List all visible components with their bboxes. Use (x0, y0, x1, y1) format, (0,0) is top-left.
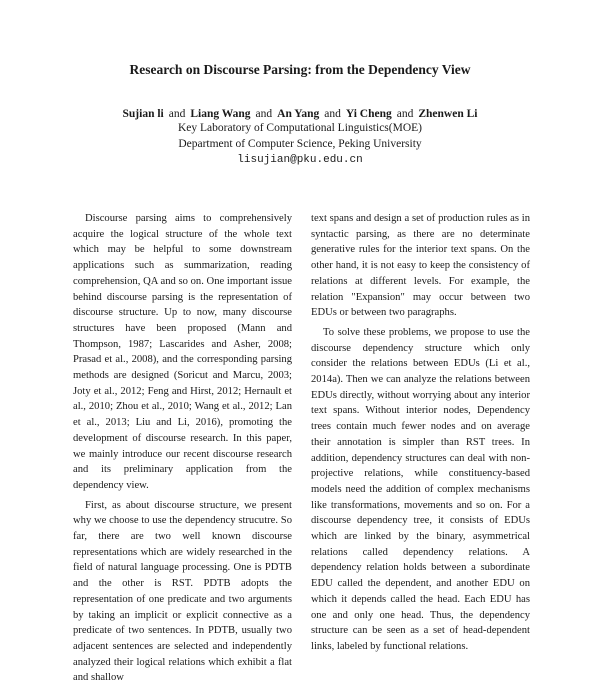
paper-title: Research on Discourse Parsing: from the Dependency View (129, 62, 471, 77)
author-email: lisujian@pku.edu.cn (237, 154, 363, 166)
author-name: Liang Wang (190, 108, 251, 120)
body-paragraph: text spans and design a set of production rules as in syntactic parsing, as there are no determinate generative rules for the interior text spans. On the other hand, it is not easy to keep the consistency of relations at different levels. For example, the relation "Expansion" may occur between two EDUs or between two paragraphs. (311, 213, 530, 319)
author-name: Yi Cheng (345, 108, 392, 120)
affiliation-department: Department of Computer Science, Peking University (178, 138, 422, 150)
author-separator: and (255, 108, 273, 120)
author-separator: and (324, 108, 341, 120)
right-column (311, 211, 530, 655)
body-paragraph: Discourse parsing aims to comprehensively acquire the logical structure of the whole text which may be helpful to some downstream applications such as summarization, reading comprehension, QA and so on. One important issue behind discourse parsing is the representation of discourse structure. Up to now, many discourse structures have been proposed (Mann and Thompson, 1987; Lascarides and Asher, 2008; Prasad et al., 2008), and the corresponding parsing methods are designed (Soricut and Marcu, 2003; Joty et al., 2012; Feng and Hirst, 2012; Hernault et al., 2010; Zhou et al., 2010; Wang et al., 2012; Lan et al., 2013; Liu and Li, 2016), promoting the development of discourse research. In this paper, we mainly introduce our recent discourse research and its preliminary application from the dependency view. (73, 213, 292, 491)
body-paragraph: To solve these problems, we propose to use the discourse dependency structure which only consider the relations between EDUs (Li et al., 2014a). Then we can analyze the relations between EDUs directly, without worrying about any interior text spans. Without interior nodes, Dependency trees contain much fewer nodes and on average their annotation is simpler than RST trees. In addition, dependency structures can deal with non-projective relations, while constituency-based models need the addition of complex mechanisms like transformations, movements and so on. For a discourse dependency tree, it consists of EDUs which are linked by the binary, asymmetrical relations called dependency relations. A dependency relation holds between a subordinate EDU called the dependent, and another EDU on which it depends called the head. Each EDU has one and only one head. Thus, the dependency structure can be seen as a set of head-dependent links, labeled by functional relations. (311, 326, 530, 652)
author-name: An Yang (277, 108, 320, 120)
left-column (73, 211, 292, 686)
affiliation-lab: Key Laboratory of Computational Linguistics(MOE) (177, 122, 422, 134)
author-list (0, 106, 600, 122)
author-separator: and (396, 108, 414, 120)
author-separator: and (168, 108, 186, 120)
author-name: Sujian li (122, 108, 164, 120)
body-paragraph: First, as about discourse structure, we present why we choose to use the dependency strucutre. So far, there are two well known discourse representations which are widely researched in the field of natural language processing. One is PDTB and the other is RST. PDTB adopts the representation of one predicate and two arguments by taking an implicit or explicit connective as a predicate of two sentences. In PDTB, usually two adjacent sentences are selected and independently analyzed their logical relations which exhibit a flat and shallow (73, 499, 292, 684)
author-name: Zhenwen Li (418, 108, 478, 120)
